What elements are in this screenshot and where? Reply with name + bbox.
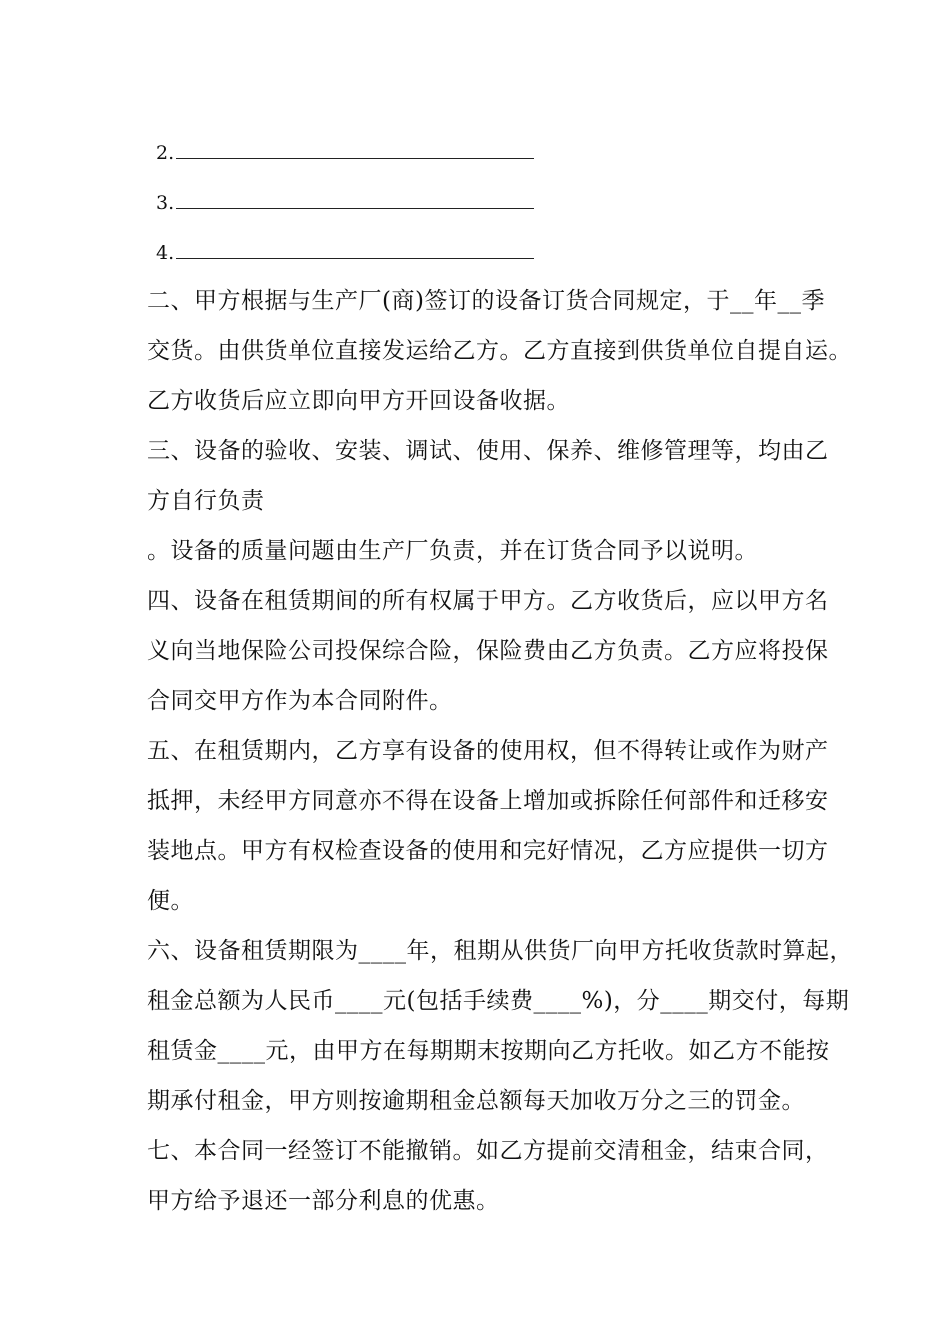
clause-5-line-2: 抵押，未经甲方同意亦不得在设备上增加或拆除任何部件和迁移安 — [147, 788, 829, 814]
clause-4-line-3: 合同交甲方作为本合同附件。 — [147, 688, 453, 714]
clause-5-line-3: 装地点。甲方有权检查设备的使用和完好情况，乙方应提供一切方 — [147, 838, 829, 864]
list-number: 2. — [156, 142, 175, 164]
clause-3-line-2: 方自行负责 — [147, 488, 265, 514]
clause-4-line-2: 义向当地保险公司投保综合险，保险费由乙方负责。乙方应将投保 — [147, 638, 829, 664]
clause-6-line-4: 期承付租金，甲方则按逾期租金总额每天加收万分之三的罚金。 — [147, 1088, 805, 1114]
clause-6-line-3: 租赁金____元，由甲方在每期期末按期向乙方托收。如乙方不能按 — [147, 1038, 830, 1064]
clause-2-line-3: 乙方收货后应立即向甲方开回设备收据。 — [147, 388, 570, 414]
list-item-3 — [156, 188, 534, 218]
clause-2-line-1: 二、甲方根据与生产厂(商)签订的设备订货合同规定，于__年__季 — [147, 288, 825, 314]
blank-line — [176, 140, 534, 159]
blank-line — [176, 190, 534, 209]
list-item-4 — [156, 238, 534, 268]
clause-5-line-4: 便。 — [147, 888, 194, 914]
list-number: 4. — [156, 242, 175, 264]
clause-3-line-1: 三、设备的验收、安装、调试、使用、保养、维修管理等，均由乙 — [147, 438, 829, 464]
clause-7-line-1: 七、本合同一经签订不能撤销。如乙方提前交清租金，结束合同， — [147, 1138, 829, 1164]
clause-3-line-3: 。设备的质量问题由生产厂负责，并在订货合同予以说明。 — [147, 538, 758, 564]
list-item-2 — [156, 138, 534, 168]
clause-7-line-2: 甲方给予退还一部分利息的优惠。 — [147, 1188, 500, 1214]
list-number: 3. — [156, 192, 175, 214]
blank-line — [176, 240, 534, 259]
clause-2-line-2: 交货。由供货单位直接发运给乙方。乙方直接到供货单位自提自运。 — [147, 338, 852, 364]
clause-4-line-1: 四、设备在租赁期间的所有权属于甲方。乙方收货后，应以甲方名 — [147, 588, 829, 614]
clause-5-line-1: 五、在租赁期内，乙方享有设备的使用权，但不得转让或作为财产 — [147, 738, 829, 764]
clause-6-line-2: 租金总额为人民币____元(包括手续费____%)，分____期交付，每期 — [147, 988, 850, 1014]
clause-6-line-1: 六、设备租赁期限为____年，租期从供货厂向甲方托收货款时算起， — [147, 938, 853, 964]
